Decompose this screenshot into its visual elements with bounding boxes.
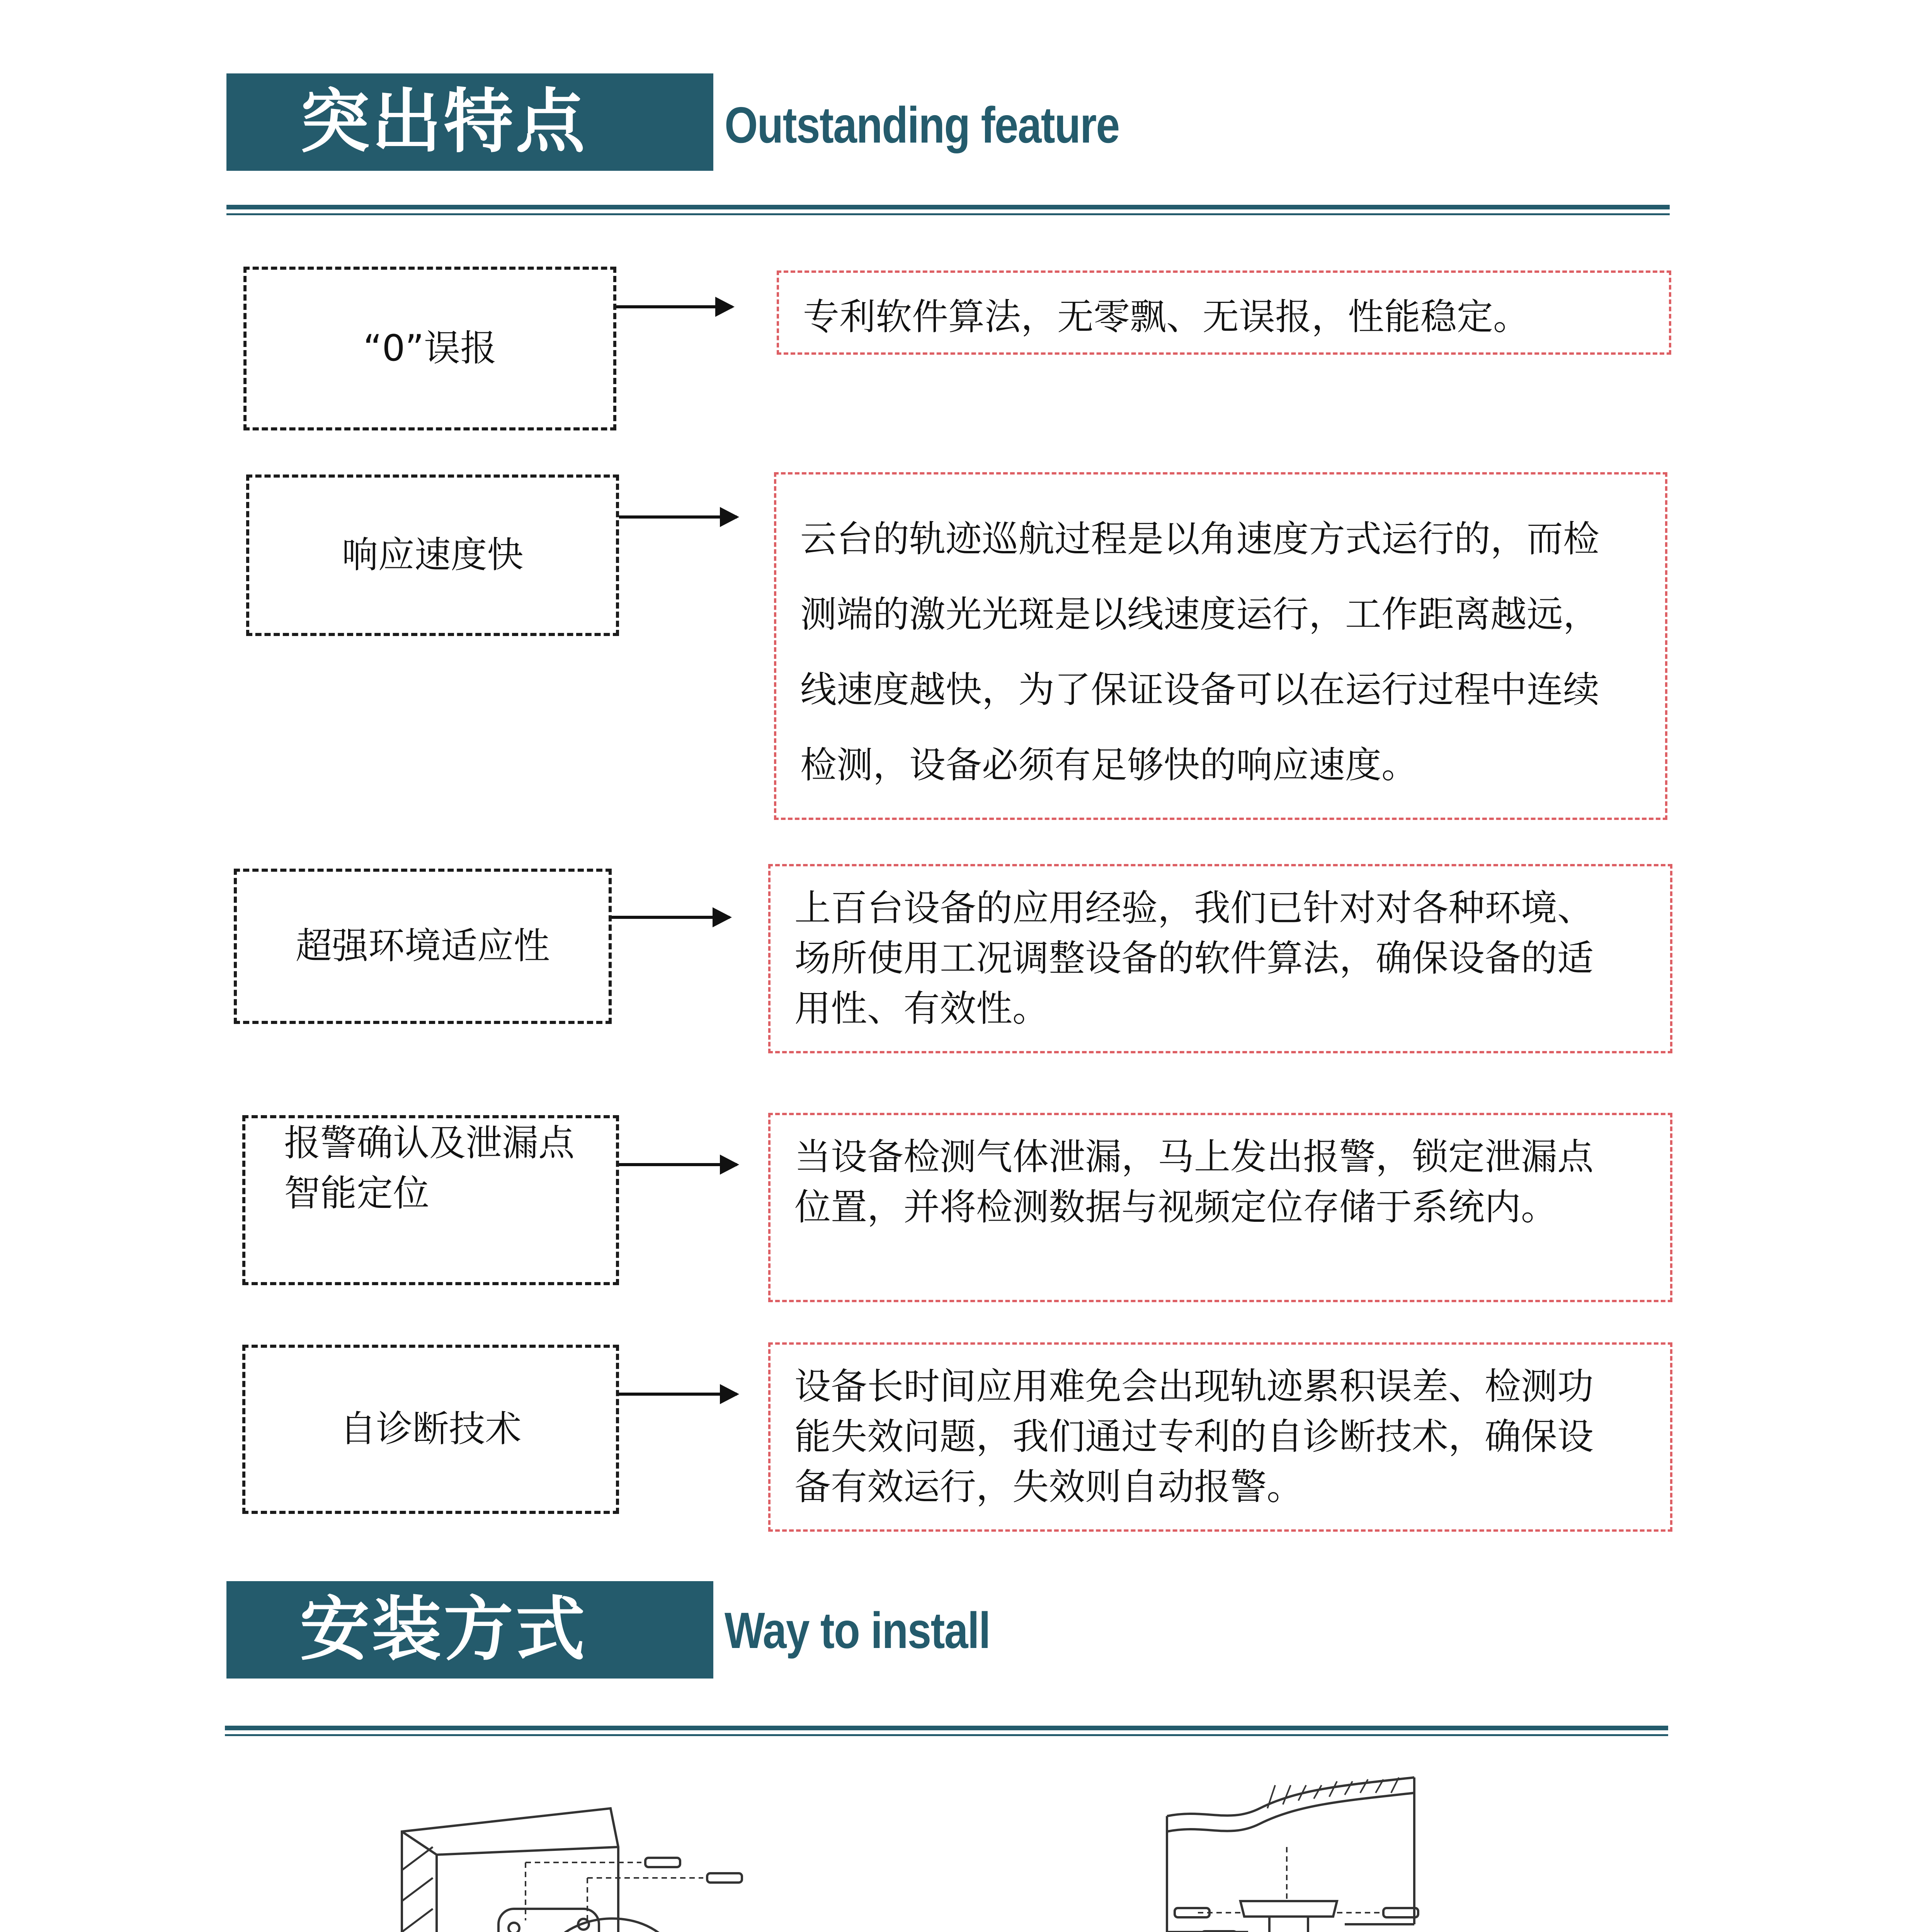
ceiling-mount-camera-illustration [1152, 1770, 1445, 1932]
feature-description-line: 场所使用工况调整设备的软件算法，确保设备的适 [794, 937, 1594, 980]
feature-label-text: 响应速度快 [342, 534, 524, 576]
feature-label-text: “0”误报 [363, 327, 497, 369]
feature-description-box [774, 472, 1667, 820]
features-title-cn: 突出特点 [300, 82, 588, 162]
feature-description-box [768, 1113, 1672, 1302]
feature-description-line: 设备长时间应用难免会出现轨迹累积误差、检测功 [794, 1366, 1594, 1408]
feature-label-text: 超强环境适应性 [295, 925, 550, 967]
feature-label-alarm-and-location [242, 1115, 619, 1285]
feature-description-line: 当设备检测气体泄漏，马上发出报警，锁定泄漏点 [794, 1136, 1594, 1178]
features-title-en: Outstanding feature [725, 97, 1119, 153]
feature-label-self-diagnosis [242, 1345, 619, 1514]
install-divider-thick [225, 1726, 1668, 1730]
feature-arrow [619, 1393, 737, 1396]
feature-label-zero-false-alarm [243, 267, 616, 430]
install-title-en: Way to install [725, 1602, 990, 1659]
feature-description-line: 检测，设备必须有足够快的响应速度。 [800, 744, 1418, 786]
feature-description-line: 能失效问题，我们通过专利的自诊断技术，确保设 [794, 1416, 1594, 1458]
feature-description-box [768, 864, 1672, 1053]
install-title-banner [226, 1581, 713, 1679]
features-divider-thick [226, 205, 1670, 209]
feature-arrow [619, 515, 737, 519]
feature-label-line: 报警确认及泄漏点 [284, 1122, 575, 1164]
feature-label-line: 智能定位 [284, 1172, 430, 1214]
feature-label-environment-adaptability [234, 869, 612, 1024]
feature-description-line: 用性、有效性。 [794, 988, 1049, 1030]
features-title-banner [226, 73, 713, 171]
feature-arrow [619, 1163, 737, 1166]
feature-description-line: 位置，并将检测数据与视频定位存储于系统内。 [794, 1186, 1558, 1228]
features-divider-thin [226, 213, 1670, 215]
feature-arrow [612, 916, 730, 919]
feature-arrow [616, 305, 732, 308]
feature-label-text: 自诊断技术 [340, 1408, 522, 1450]
feature-description-line: 测端的激光光斑是以线速度运行，工作距离越远， [800, 594, 1600, 636]
feature-description-box [768, 1342, 1672, 1532]
feature-description-line: 备有效运行，失效则自动报警。 [794, 1466, 1303, 1508]
feature-description-box [777, 270, 1671, 355]
wall-mount-camera-illustration [386, 1793, 831, 1932]
feature-label-fast-response [246, 474, 619, 636]
feature-description-text: 专利软件算法，无零飘、无误报，性能稳定。 [803, 296, 1530, 338]
feature-description-line: 线速度越快，为了保证设备可以在运行过程中连续 [800, 669, 1600, 711]
feature-description-line: 云台的轨迹巡航过程是以角速度方式运行的，而检 [800, 518, 1600, 560]
install-divider-thin [225, 1734, 1668, 1736]
install-title-cn: 安装方式 [300, 1589, 588, 1670]
feature-description-line: 上百台设备的应用经验，我们已针对对各种环境、 [794, 887, 1594, 929]
